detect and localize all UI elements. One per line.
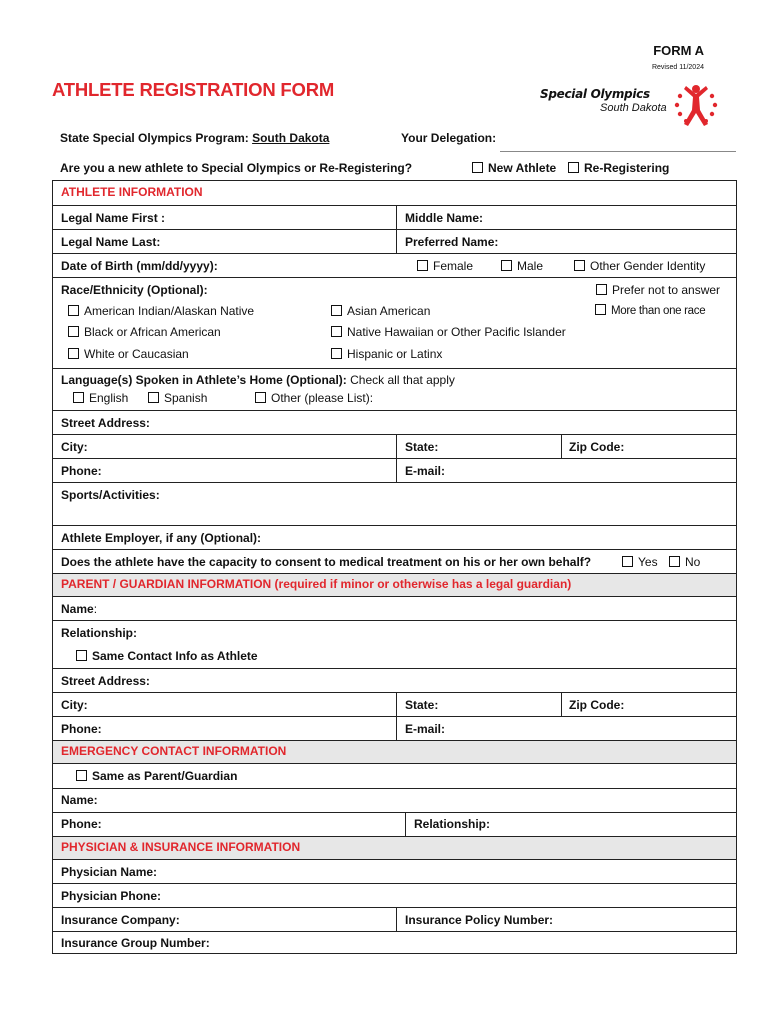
- form-id: FORM A: [653, 43, 704, 58]
- emergency-relationship-field[interactable]: Relationship:: [414, 817, 491, 831]
- emergency-phone-field[interactable]: Phone:: [61, 817, 102, 831]
- guardian-relationship-field[interactable]: Relationship:: [61, 626, 138, 640]
- logo-name: Special Olympics: [540, 87, 650, 101]
- athlete-phone-field[interactable]: Phone:: [61, 464, 102, 478]
- guardian-state-field[interactable]: State:: [405, 698, 439, 712]
- revised-date: Revised 11/2024: [651, 64, 704, 71]
- guardian-phone-field[interactable]: Phone:: [61, 722, 102, 736]
- insurance-policy-field[interactable]: Insurance Policy Number:: [405, 913, 554, 927]
- white-checkbox[interactable]: [68, 348, 79, 359]
- race-hawaiian-option[interactable]: Native Hawaiian or Other Pacific Islander: [331, 325, 566, 339]
- guardian-section-title: PARENT / GUARDIAN INFORMATION (required if minor or otherwise has a legal guardian): [61, 577, 572, 591]
- re-registering-checkbox[interactable]: [568, 162, 579, 173]
- black-checkbox[interactable]: [68, 326, 79, 337]
- spanish-checkbox[interactable]: [148, 392, 159, 403]
- gender-other-option[interactable]: Other Gender Identity: [574, 259, 705, 273]
- delegation-input[interactable]: [500, 151, 736, 152]
- consent-question: Does the athlete have the capacity to consent to medical treatment on his or her own behalf?: [61, 555, 592, 569]
- re-registering-option[interactable]: Re-Registering: [568, 161, 669, 175]
- physician-section-title: PHYSICIAN & INSURANCE INFORMATION: [61, 840, 301, 854]
- athlete-street-field[interactable]: Street Address:: [61, 416, 150, 430]
- guardian-city-field[interactable]: City:: [61, 698, 88, 712]
- prefer-not-checkbox[interactable]: [596, 284, 607, 295]
- race-asian-option[interactable]: Asian American: [331, 304, 430, 318]
- logo-subtitle: South Dakota: [600, 102, 667, 114]
- insurance-company-field[interactable]: Insurance Company:: [61, 913, 180, 927]
- physician-phone-field[interactable]: Physician Phone:: [61, 889, 162, 903]
- english-checkbox[interactable]: [73, 392, 84, 403]
- race-label: Race/Ethnicity (Optional):: [61, 283, 208, 297]
- language-other-option[interactable]: Other (please List):: [255, 391, 373, 405]
- special-olympics-logo: [540, 80, 720, 128]
- emergency-name-field[interactable]: Name:: [61, 793, 98, 807]
- race-black-option[interactable]: Black or African American: [68, 325, 221, 339]
- program-field: State Special Olympics Program: South Dakota: [60, 131, 330, 145]
- physician-name-field[interactable]: Physician Name:: [61, 865, 158, 879]
- race-american-indian-option[interactable]: American Indian/Alaskan Native: [68, 304, 254, 318]
- race-more-than-one-option[interactable]: More than one race: [595, 304, 705, 317]
- insurance-group-field[interactable]: Insurance Group Number:: [61, 936, 210, 950]
- gender-male-option[interactable]: Male: [501, 259, 543, 273]
- hawaiian-checkbox[interactable]: [331, 326, 342, 337]
- delegation-label: Your Delegation:: [401, 131, 497, 145]
- other-gender-checkbox[interactable]: [574, 260, 585, 271]
- athlete-zip-field[interactable]: Zip Code:: [569, 440, 625, 454]
- more-than-one-checkbox[interactable]: [595, 304, 606, 315]
- page-title: ATHLETE REGISTRATION FORM: [52, 79, 335, 100]
- guardian-zip-field[interactable]: Zip Code:: [569, 698, 625, 712]
- female-checkbox[interactable]: [417, 260, 428, 271]
- language-label: Language(s) Spoken in Athlete’s Home (Optional): Check all that apply: [61, 373, 455, 387]
- race-prefer-not-option[interactable]: Prefer not to answer: [596, 283, 720, 297]
- consent-no-checkbox[interactable]: [669, 556, 680, 567]
- asian-checkbox[interactable]: [331, 305, 342, 316]
- hispanic-checkbox[interactable]: [331, 348, 342, 359]
- other-language-checkbox[interactable]: [255, 392, 266, 403]
- special-olympics-emblem-icon: [672, 80, 720, 128]
- same-as-parent-checkbox[interactable]: [76, 770, 87, 781]
- same-as-parent-option[interactable]: Same as Parent/Guardian: [76, 769, 237, 783]
- race-white-option[interactable]: White or Caucasian: [68, 347, 189, 361]
- gender-female-option[interactable]: Female: [417, 259, 473, 273]
- athlete-section-title: ATHLETE INFORMATION: [61, 185, 203, 199]
- sports-activities-field[interactable]: Sports/Activities:: [61, 488, 160, 502]
- same-contact-option[interactable]: Same Contact Info as Athlete: [76, 649, 258, 663]
- new-athlete-option[interactable]: New Athlete: [472, 161, 556, 175]
- athlete-email-field[interactable]: E-mail:: [405, 464, 446, 478]
- date-of-birth-field[interactable]: Date of Birth (mm/dd/yyyy):: [61, 259, 218, 273]
- middle-name-field[interactable]: Middle Name:: [405, 211, 484, 225]
- guardian-street-field[interactable]: Street Address:: [61, 674, 150, 688]
- legal-last-name-field[interactable]: Legal Name Last:: [61, 235, 161, 249]
- new-or-re-question: Are you a new athlete to Special Olympics or Re-Registering?: [60, 161, 413, 175]
- consent-no-option[interactable]: No: [669, 555, 700, 569]
- athlete-state-field[interactable]: State:: [405, 440, 439, 454]
- language-english-option[interactable]: English: [73, 391, 128, 405]
- consent-yes-option[interactable]: Yes: [622, 555, 658, 569]
- race-hispanic-option[interactable]: Hispanic or Latinx: [331, 347, 442, 361]
- athlete-employer-field[interactable]: Athlete Employer, if any (Optional):: [61, 531, 262, 545]
- guardian-email-field[interactable]: E-mail:: [405, 722, 446, 736]
- male-checkbox[interactable]: [501, 260, 512, 271]
- new-athlete-checkbox[interactable]: [472, 162, 483, 173]
- guardian-name-field[interactable]: Name:: [61, 602, 98, 616]
- language-spanish-option[interactable]: Spanish: [148, 391, 207, 405]
- preferred-name-field[interactable]: Preferred Name:: [405, 235, 499, 249]
- emergency-section-title: EMERGENCY CONTACT INFORMATION: [61, 744, 287, 758]
- athlete-city-field[interactable]: City:: [61, 440, 88, 454]
- registration-table: [52, 180, 737, 954]
- legal-first-name-field[interactable]: Legal Name First :: [61, 211, 166, 225]
- same-contact-checkbox[interactable]: [76, 650, 87, 661]
- consent-yes-checkbox[interactable]: [622, 556, 633, 567]
- american-indian-checkbox[interactable]: [68, 305, 79, 316]
